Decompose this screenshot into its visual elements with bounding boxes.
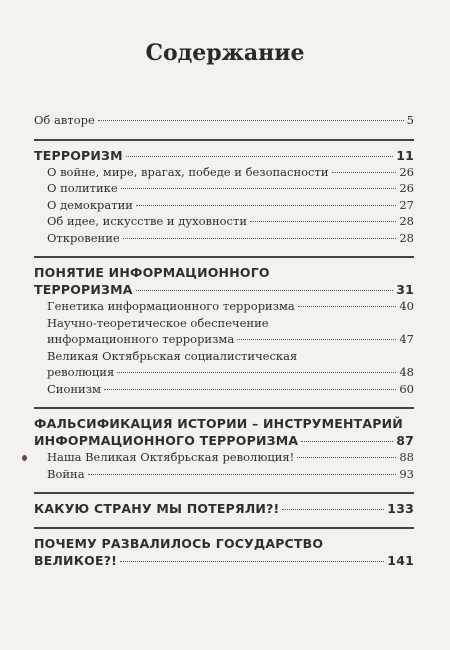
toc-page-number: 88 xyxy=(399,450,414,464)
toc-entry-label: ТЕРРОРИЗМА xyxy=(34,282,133,297)
toc-section xyxy=(34,527,414,569)
toc-page-number: 31 xyxy=(396,282,414,297)
dot-leader xyxy=(136,205,396,206)
toc-page-number: 11 xyxy=(396,147,414,163)
toc-entry-label: Об идее, искусстве и духовности xyxy=(47,214,248,228)
toc-entry-label: Генетика информационного терроризма xyxy=(47,299,295,313)
toc-entry-label: ТЕРРОРИЗМ xyxy=(34,147,123,163)
toc-entry[interactable] xyxy=(34,449,414,466)
section-divider xyxy=(34,256,414,258)
toc-page-number: 27 xyxy=(399,197,414,212)
toc-entry[interactable] xyxy=(34,298,414,315)
toc-entry-label: ВЕЛИКОЕ?! xyxy=(34,553,118,568)
section-divider xyxy=(34,139,414,141)
section-title-line: ФАЛЬСИФИКАЦИЯ ИСТОРИИ – ИНСТРУМЕНТАРИЙ xyxy=(34,416,403,431)
toc-entry-label: Война xyxy=(47,466,85,481)
toc-page-number: 87 xyxy=(396,433,414,448)
toc-page-number: 26 xyxy=(399,164,414,179)
dot-leader xyxy=(98,120,404,121)
toc-section-heading[interactable] xyxy=(34,432,414,449)
toc-entry[interactable] xyxy=(34,164,414,181)
toc-page-number: 28 xyxy=(399,214,414,228)
toc-page-number: 47 xyxy=(399,332,414,346)
toc-entry-label: информационного терроризма xyxy=(47,332,235,346)
toc-page-number: 40 xyxy=(399,299,414,313)
toc-section xyxy=(34,492,414,517)
toc-section-heading[interactable] xyxy=(34,552,414,569)
toc-sections xyxy=(34,139,414,570)
toc-entry-about[interactable] xyxy=(34,112,414,129)
toc-entry[interactable] xyxy=(34,364,414,381)
toc-section-heading[interactable] xyxy=(34,147,414,164)
dot-leader xyxy=(250,221,396,222)
toc-entry-label: О войне, мире, врагах, победе и безопасности xyxy=(47,164,329,179)
dot-leader xyxy=(298,306,397,307)
page-title: Содержание xyxy=(145,40,305,66)
toc-page-number: 133 xyxy=(387,501,414,516)
toc-entry-label: революция xyxy=(47,365,115,379)
dot-leader xyxy=(297,457,396,458)
toc-entry[interactable] xyxy=(34,180,414,197)
toc-entry[interactable] xyxy=(34,230,414,247)
toc-page-number: 141 xyxy=(387,553,414,568)
table-of-contents xyxy=(34,112,414,569)
toc-section-heading[interactable] xyxy=(34,281,414,298)
ink-spot xyxy=(22,455,27,461)
toc-entry-line: Научно-теоретическое обеспечение xyxy=(47,315,269,330)
dot-leader xyxy=(332,172,397,173)
dot-leader xyxy=(237,339,396,340)
toc-page-number: 60 xyxy=(399,381,414,396)
toc-entry-label: О демократии xyxy=(47,197,133,212)
toc-entry-label: Откровение xyxy=(47,230,120,245)
toc-entry-label: КАКУЮ СТРАНУ МЫ ПОТЕРЯЛИ?! xyxy=(34,501,280,516)
toc-section-heading[interactable] xyxy=(34,500,414,517)
dot-leader xyxy=(282,509,384,510)
toc-entry-label: Наша Великая Октябрьская революция! xyxy=(47,450,295,464)
toc-section xyxy=(34,256,414,397)
dot-leader xyxy=(136,290,394,291)
toc-entry[interactable] xyxy=(34,213,414,230)
section-title-line: ПОНЯТИЕ ИНФОРМАЦИОННОГО xyxy=(34,265,270,280)
dot-leader xyxy=(88,474,397,475)
section-title-line: ПОЧЕМУ РАЗВАЛИЛОСЬ ГОСУДАРСТВО xyxy=(34,536,324,551)
dot-leader xyxy=(104,389,396,390)
toc-entry[interactable] xyxy=(34,466,414,483)
toc-page-number: 5 xyxy=(406,113,414,127)
toc-entry[interactable] xyxy=(34,331,414,348)
toc-section xyxy=(34,139,414,247)
toc-page-number: 93 xyxy=(399,466,414,481)
dot-leader xyxy=(120,561,384,562)
toc-page-number: 26 xyxy=(399,181,414,195)
toc-page-number: 48 xyxy=(399,365,414,379)
toc-entry-label: О политике xyxy=(47,181,118,195)
section-divider xyxy=(34,492,414,494)
toc-entry-label: Об авторе xyxy=(34,113,95,127)
dot-leader xyxy=(121,188,397,189)
dot-leader xyxy=(117,372,396,373)
toc-entry-line: Великая Октябрьская социалистическая xyxy=(47,348,298,363)
toc-entry[interactable] xyxy=(34,381,414,398)
dot-leader xyxy=(126,156,393,157)
dot-leader xyxy=(301,441,393,442)
toc-entry-label: Сионизм xyxy=(47,381,101,396)
section-divider xyxy=(34,527,414,529)
toc-section xyxy=(34,407,414,482)
dot-leader xyxy=(123,238,397,239)
toc-entry[interactable] xyxy=(34,197,414,214)
toc-entry-label: ИНФОРМАЦИОННОГО ТЕРРОРИЗМА xyxy=(34,433,299,448)
toc-page-number: 28 xyxy=(399,230,414,245)
section-divider xyxy=(34,407,414,409)
